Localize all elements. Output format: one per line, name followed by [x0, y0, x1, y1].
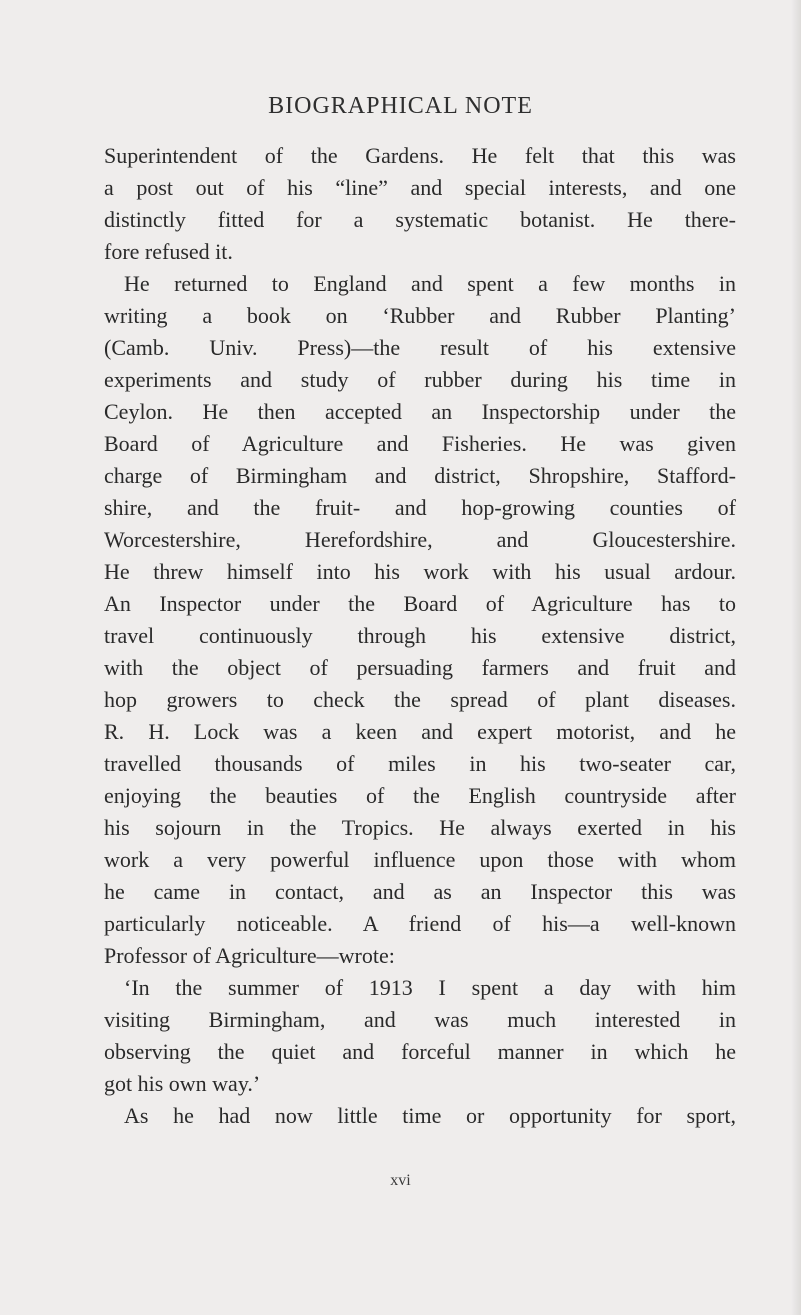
- text-line: Superintendent of the Gardens. He felt that this was: [104, 143, 736, 168]
- text-line: Ceylon. He then accepted an Inspectorship under the: [104, 399, 736, 424]
- text-line: with the object of persuading farmers and fruit and: [104, 655, 736, 680]
- text-line: work a very powerful influence upon those with whom: [104, 847, 736, 872]
- text-line: travelled thousands of miles in his two-seater car,: [104, 751, 736, 776]
- text-line: He returned to England and spent a few months in: [124, 271, 736, 296]
- text-line: hop growers to check the spread of plant diseases.: [104, 687, 736, 712]
- text-line: An Inspector under the Board of Agriculture has to: [104, 591, 736, 616]
- text-line: distinctly fitted for a systematic botanist. He there-: [104, 207, 736, 232]
- text-line: enjoying the beauties of the English countryside after: [104, 783, 736, 808]
- text-line: experiments and study of rubber during his time in: [104, 367, 736, 392]
- running-header: BIOGRAPHICAL NOTE: [268, 93, 533, 119]
- text-line: Professor of Agriculture—wrote:: [104, 943, 395, 968]
- text-line: shire, and the fruit- and hop-growing counties of: [104, 495, 736, 520]
- text-line: (Camb. Univ. Press)—the result of his extensive: [104, 335, 736, 360]
- text-line: particularly noticeable. A friend of his—a well-known: [104, 911, 736, 936]
- text-line: writing a book on ‘Rubber and Rubber Planting’: [104, 303, 736, 328]
- text-line: observing the quiet and forceful manner in which he: [104, 1039, 736, 1064]
- text-line: He threw himself into his work with his usual ardour.: [104, 559, 736, 584]
- text-line: a post out of his “line” and special interests, and one: [104, 175, 736, 200]
- text-line: travel continuously through his extensive district,: [104, 623, 736, 648]
- page-edge-shadow: [791, 0, 801, 1315]
- text-line: charge of Birmingham and district, Shropshire, Stafford-: [104, 463, 736, 488]
- text-line: got his own way.’: [104, 1071, 261, 1096]
- text-line: Board of Agriculture and Fisheries. He was given: [104, 431, 736, 456]
- text-line: he came in contact, and as an Inspector this was: [104, 879, 736, 904]
- page-number: xvi: [390, 1172, 411, 1189]
- text-line: Worcestershire, Herefordshire, and Gloucestershire.: [104, 527, 736, 552]
- text-line: his sojourn in the Tropics. He always exerted in his: [104, 815, 736, 840]
- text-line: fore refused it.: [104, 239, 233, 264]
- text-line: ‘In the summer of 1913 I spent a day with him: [124, 975, 736, 1000]
- text-line: visiting Birmingham, and was much interested in: [104, 1007, 736, 1032]
- text-line: As he had now little time or opportunity for sport,: [124, 1103, 736, 1128]
- text-line: R. H. Lock was a keen and expert motorist, and he: [104, 719, 736, 744]
